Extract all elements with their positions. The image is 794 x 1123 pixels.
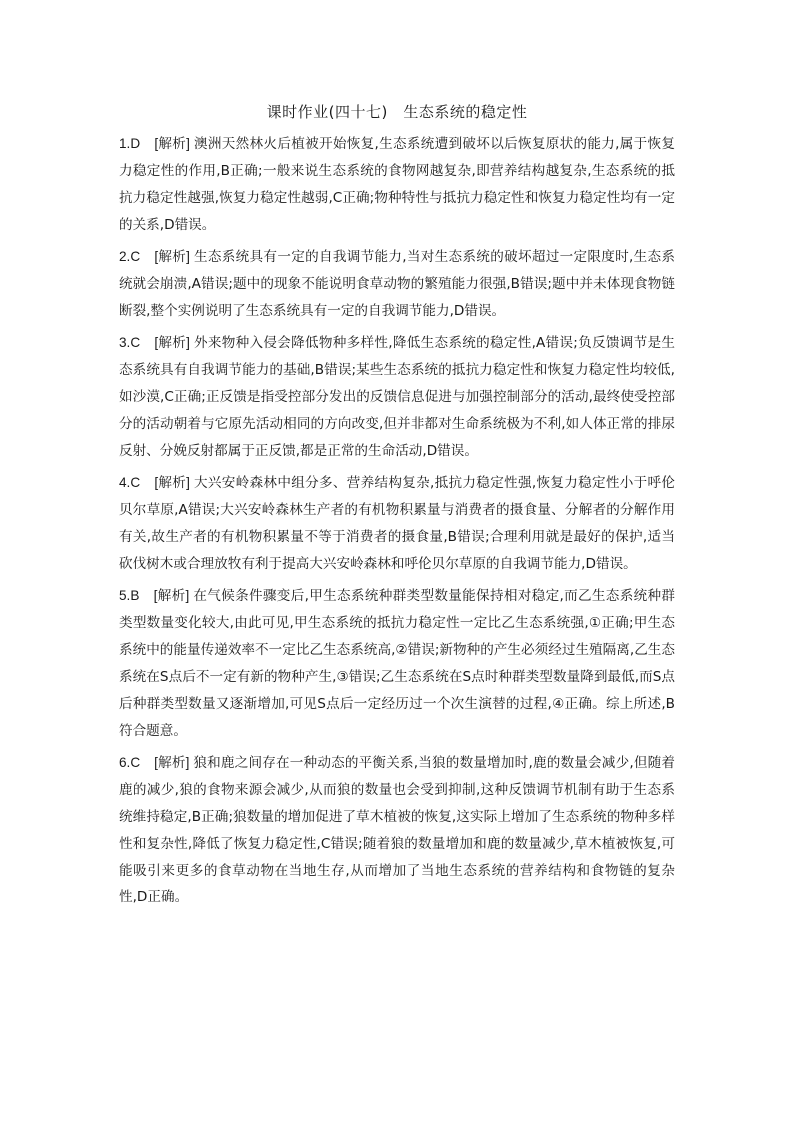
answer-item-5-head: 5.B [解析] bbox=[119, 588, 194, 604]
answer-item-3 bbox=[119, 330, 675, 465]
answer-item-1-body: 澳洲天然林火后植被开始恢复,生态系统遭到破坏以后恢复原状的能力,属于恢复力稳定性的作用,B正确;一般来说生态系统的食物网越复杂,即营养结构越复杂,生态系统的抵抗力稳定性越强,恢复力稳定性越弱,C正确;物种特性与抵抗力稳定性和恢复力稳定性均有一定的关系,D错误。 bbox=[119, 136, 676, 233]
answer-item-4 bbox=[119, 470, 675, 578]
answer-item-6-body: 狼和鹿之间存在一种动态的平衡关系,当狼的数量增加时,鹿的数量会减少,但随着鹿的减少,狼的食物来源会减少,从而狼的数量也会受到抑制,这种反馈调节机制有助于生态系统维持稳定,B正确;狼数量的增加促进了草木植被的恢复,这实际上增加了生态系统的物种多样性和复杂性,降低了恢复力稳定性,C错误;随着狼的数量增加和鹿的数量减少,草木植被恢复,可能吸引来更多的食草动物在当地生存,从而增加了当地生态系统的营养结构和食物链的复杂性,D正确。 bbox=[119, 754, 676, 906]
answer-item-5 bbox=[119, 583, 675, 744]
answer-item-1-head: 1.D [解析] bbox=[119, 136, 195, 151]
answer-item-2 bbox=[119, 244, 675, 325]
document-title: 课时作业(四十七) 生态系统的稳定性 bbox=[266, 103, 528, 121]
answer-item-3-body: 外来物种入侵会降低物种多样性,降低生态系统的稳定性,A错误;负反馈调节是生态系统具有自我调节能力的基础,B错误;某些生态系统的抵抗力稳定性和恢复力稳定性均较低,如沙漠,C正确;正反馈是指受控部分发出的反馈信息促进与加强控制部分的活动,最终使受控部分的活动朝着与它原先活动相同的方向改变,但并非都对生命系统极为不利,如人体正常的排尿反射、分娩反射都属于正反馈,都是正常的生命活动,D错误。 bbox=[119, 335, 675, 459]
answer-item-4-head: 4.C [解析] bbox=[119, 475, 195, 491]
answer-item-6-head: 6.C [解析] bbox=[119, 754, 194, 770]
answer-item-5-body: 在气候条件骤变后,甲生态系统种群类型数量能保持相对稳定,而乙生态系统种群类型数量变化较大,由此可见,甲生态系统的抵抗力稳定性一定比乙生态系统强,①正确;甲生态系统中的能量传递效率不一定比乙生态系统高,②错误;新物种的产生必须经过生殖隔离,乙生态系统在S点后不一定有新的物种产生,③错误;乙生态系统在S点时种群类型数量降到最低,而S点后种群类型数量又逐渐增加,可见S点后一定经历过一个次生演替的过程,④正确。综上所述,B符合题意。 bbox=[119, 588, 676, 739]
answer-item-4-body: 大兴安岭森林中组分多、营养结构复杂,抵抗力稳定性强,恢复力稳定性小于呼伦贝尔草原,A错误;大兴安岭森林生产者的有机物积累量与消费者的摄食量、分解者的分解作用有关,故生产者的有机物积累量不等于消费者的摄食量,B错误;合理利用就是最好的保护,适当砍伐树木或合理放牧有利于提高大兴安岭森林和呼伦贝尔草原的自我调节能力,D错误。 bbox=[119, 475, 676, 572]
answer-list bbox=[119, 131, 675, 917]
answer-item-2-head: 2.C [解析] bbox=[119, 249, 195, 265]
answer-item-1 bbox=[119, 131, 675, 239]
answer-item-2-body: 生态系统具有一定的自我调节能力,当对生态系统的破坏超过一定限度时,生态系统就会崩溃,A错误;题中的现象不能说明食草动物的繁殖能力很强,B错误;题中并未体现食物链断裂,整个实例说明了生态系统具有一定的自我调节能力,D错误。 bbox=[119, 249, 676, 319]
answer-item-6 bbox=[119, 750, 675, 911]
answer-item-3-head: 3.C [解析] bbox=[119, 335, 194, 351]
